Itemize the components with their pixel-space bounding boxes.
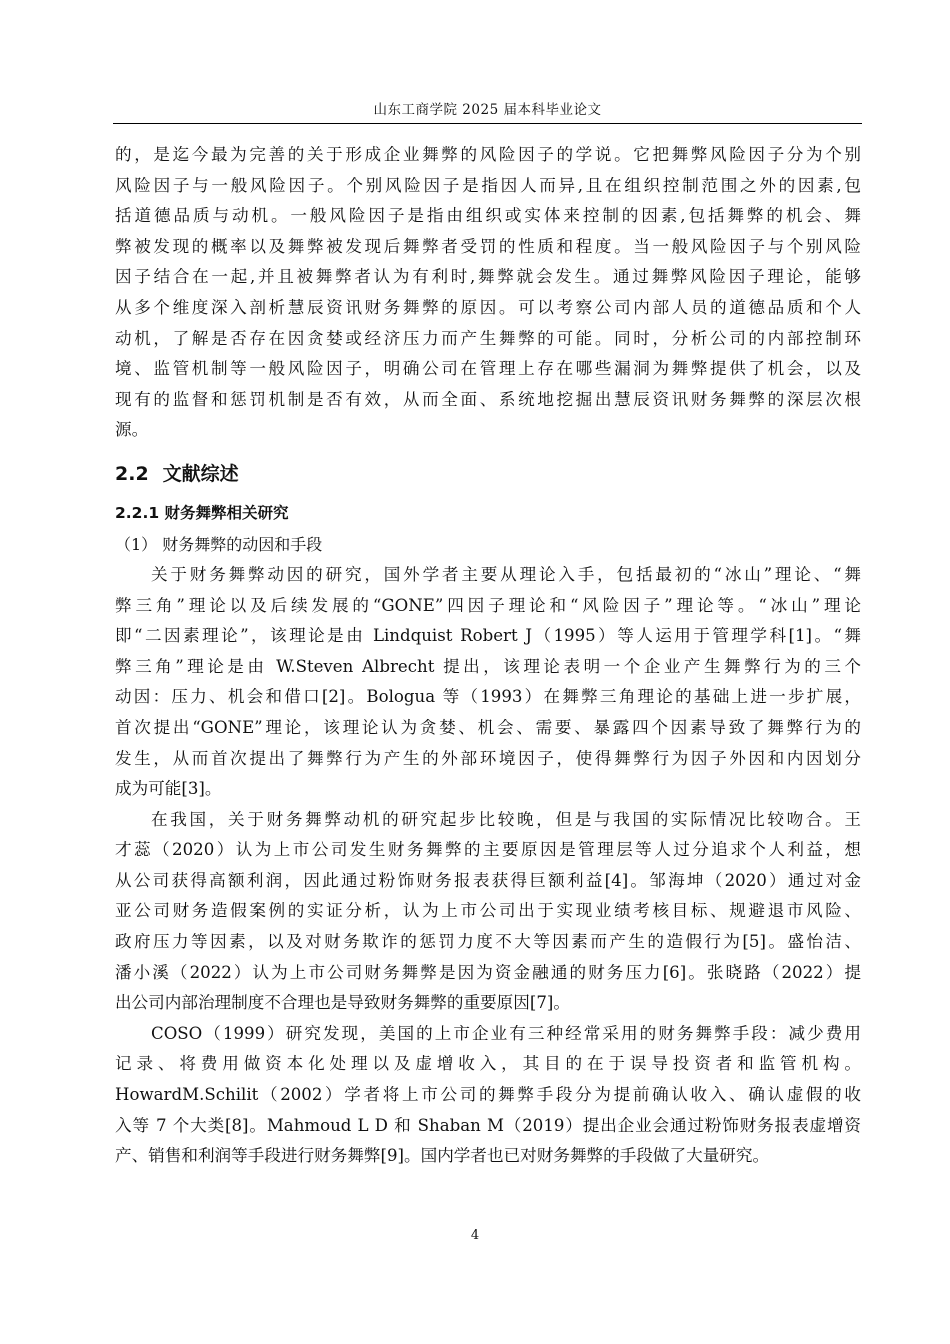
paragraph xyxy=(115,560,861,805)
text-line: 弊被发现的概率以及舞弊被发现后舞弊者受罚的性质和程度。当一般风险因子与个别风险 xyxy=(115,236,861,256)
text-line: 入等 7 个大类[8]。Mahmoud L D 和 Shaban M（2019）提出企业会通过粉饰财务报表虚增资 xyxy=(115,1115,861,1135)
text-line: 发生，从而首次提出了舞弊行为产生的外部环境因子，使得舞弊行为因子外因和内因划分 xyxy=(115,748,861,768)
text-line: 境、监管机制等一般风险因子，明确公司在管理上存在哪些漏洞为舞弊提供了机会，以及 xyxy=(115,359,861,379)
text-line: HowardM.Schilit（2002）学者将上市公司的舞弊手段分为提前确认收入、确认虚假的收 xyxy=(115,1085,861,1105)
text-line: 才蕊（2020）认为上市公司发生财务舞弊的主要原因是管理层等人过分追求个人利益，想 xyxy=(115,840,861,860)
text-line: 从多个维度深入剖析慧辰资讯财务舞弊的原因。可以考察公司内部人员的道德品质和个人 xyxy=(115,297,861,317)
text-line: 的，是迄今最为完善的关于形成企业舞弊的风险因子的学说。它把舞弊风险因子分为个别 xyxy=(115,145,861,164)
text-line: 因子结合在一起,并且被舞弊者认为有利时,舞弊就会发生。通过舞弊风险因子理论，能够 xyxy=(115,267,861,287)
text-line: 源。 xyxy=(115,420,149,440)
text-line: 潘小溪（2022）认为上市公司财务舞弊是因为资金融通的财务压力[6]。张晓路（2022）提 xyxy=(115,962,861,982)
section-heading xyxy=(115,452,861,496)
text-line: COSO（1999）研究发现，美国的上市企业有三种经常采用的财务舞弊手段：减少费用 xyxy=(151,1023,861,1043)
page-body xyxy=(115,140,861,1172)
text-line: 风险因子与一般风险因子。个别风险因子是指因人而异,且在组织控制范围之外的因素,包 xyxy=(115,175,861,195)
text-line: 括道德品质与动机。一般风险因子是指由组织或实体来控制的因素,包括舞弊的机会、舞 xyxy=(115,206,861,226)
text-line: 从公司获得高额利润，因此通过粉饰财务报表获得巨额利益[4]。邹海坤（2020）通过对金 xyxy=(115,870,861,890)
text-line: 弊三角”理论以及后续发展的“GONE”四因子理论和“风险因子”理论等。“冰山”理论 xyxy=(115,595,861,615)
text-line: 动机，了解是否存在因贪婪或经济压力而产生舞弊的可能。同时，分析公司的内部控制环 xyxy=(115,328,861,348)
text-line: 产、销售和利润等手段进行财务舞弊[9]。国内学者也已对财务舞弊的手段做了大量研究。 xyxy=(115,1146,770,1166)
text-line: 记录、将费用做资本化处理以及虚增收入，其目的在于误导投资者和监管机构。 xyxy=(115,1054,861,1074)
section-title: 文献综述 xyxy=(162,462,239,485)
text-line: 弊三角”理论是由 W.Steven Albrecht 提出，该理论表明一个企业产生舞弊行为的三个 xyxy=(115,656,861,676)
text-line: 关于财务舞弊动因的研究，国外学者主要从理论入手，包括最初的“冰山”理论、“舞 xyxy=(151,564,861,584)
section-number: 2.2 xyxy=(115,462,149,485)
paragraph xyxy=(115,805,861,1019)
subsection-heading: 2.2.1 财务舞弊相关研究 xyxy=(115,503,289,522)
text-line: 首次提出“GONE”理论，该理论认为贪婪、机会、需要、暴露四个因素导致了舞弊行为的 xyxy=(115,717,861,737)
text-line: 政府压力等因素，以及对财务欺诈的惩罚力度不大等因素而产生的造假行为[5]。盛怡洁、 xyxy=(115,932,861,952)
text-line: 出公司内部治理制度不合理也是导致财务舞弊的重要原因[7]。 xyxy=(115,993,570,1013)
text-line: 动因：压力、机会和借口[2]。Bologua 等（1993）在舞弊三角理论的基础上进一步扩展， xyxy=(115,687,861,707)
text-line: 即“二因素理论”，该理论是由 Lindquist Robert J（1995）等人运用于管理学科[1]。“舞 xyxy=(115,626,861,646)
text-line: 在我国，关于财务舞弊动机的研究起步比较晚，但是与我国的实际情况比较吻合。王 xyxy=(151,809,861,829)
text-line: 亚公司财务造假案例的实证分析，认为上市公司出于实现业绩考核目标、规避退市风险、 xyxy=(115,901,861,921)
text-line: 成为可能[3]。 xyxy=(115,779,222,799)
paragraph xyxy=(115,1019,861,1172)
text-line: 现有的监督和惩罚机制是否有效，从而全面、系统地挖掘出慧辰资讯财务舞弊的深层次根 xyxy=(115,389,861,409)
page-number: 4 xyxy=(470,1228,480,1243)
paragraph xyxy=(115,140,861,446)
subsubsection-heading: （1） 财务舞弊的动因和手段 xyxy=(115,534,323,554)
page-header: 山东工商学院 2025 届本科毕业论文 xyxy=(113,98,862,124)
